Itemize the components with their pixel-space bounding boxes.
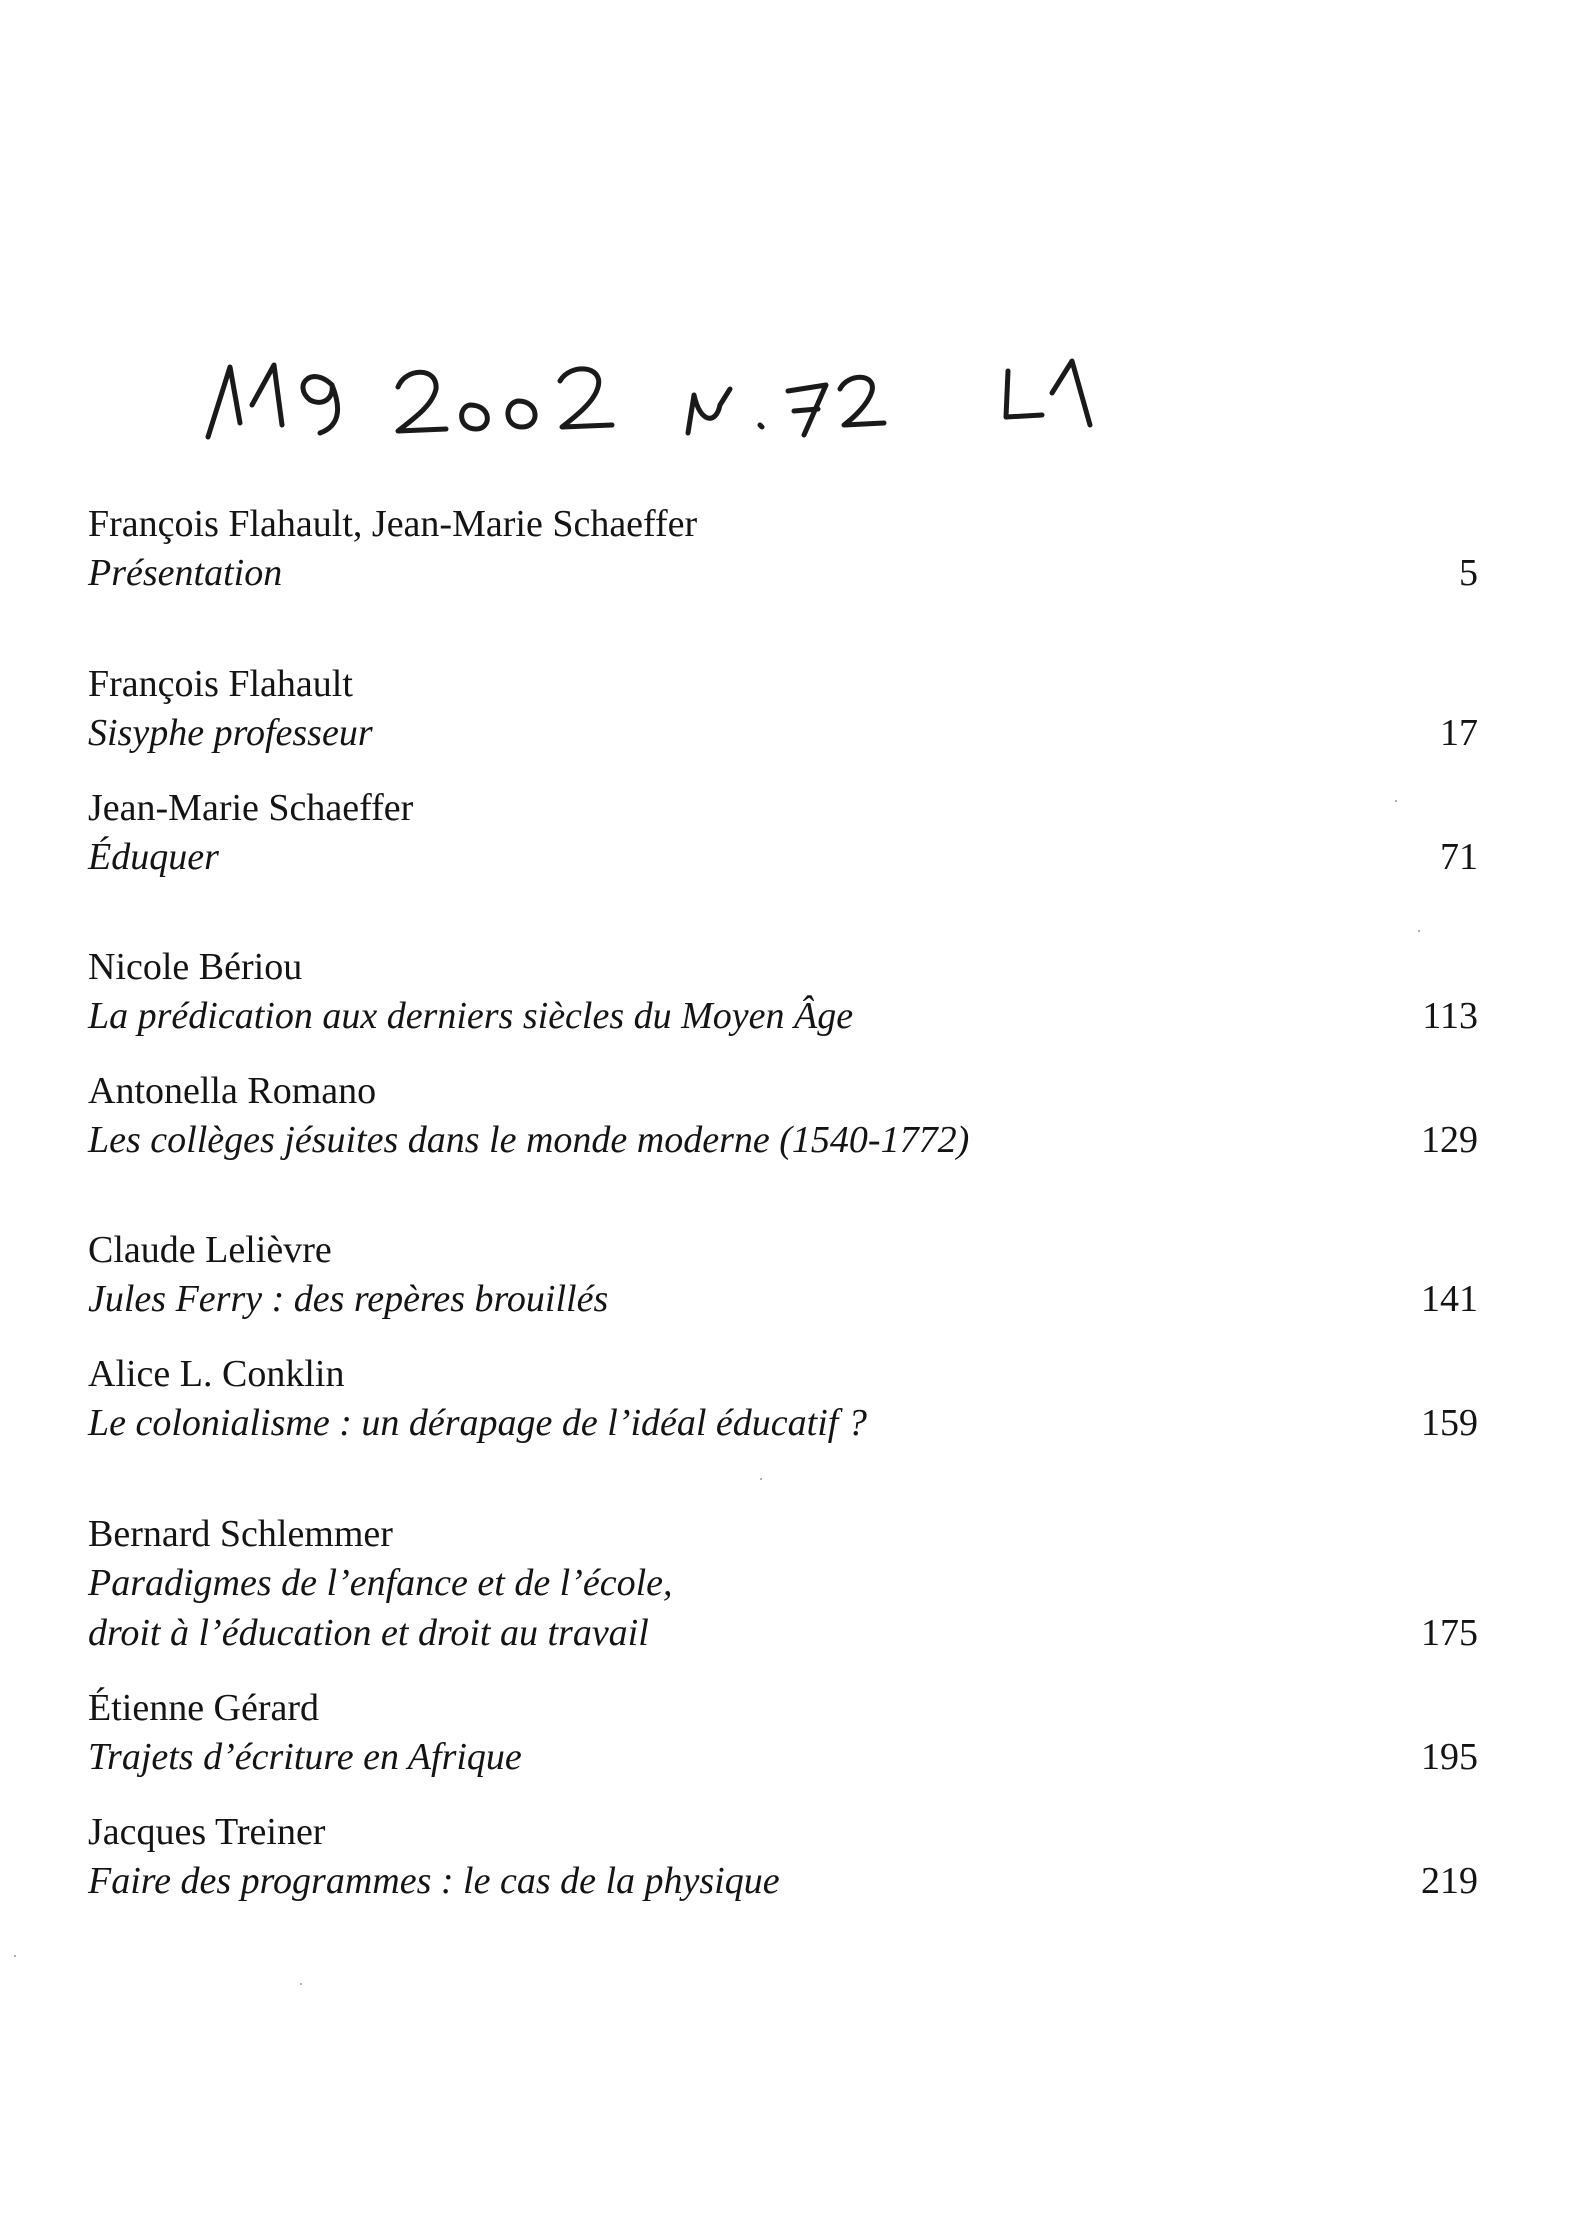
toc-entry — [88, 1067, 1488, 1165]
entry-page-number: 175 — [1421, 1612, 1478, 1654]
entry-page-number: 195 — [1421, 1736, 1478, 1778]
entry-title-part-2: droit à l’éducation et droit au travail — [88, 1612, 649, 1654]
entry-title: Le colonialisme : un dérapage de l’idéal éducatif ? — [88, 1402, 867, 1444]
toc-entry — [88, 660, 1488, 758]
scan-speck — [1418, 930, 1420, 932]
entry-page-number: 159 — [1421, 1402, 1478, 1444]
handwritten-note-drawing — [200, 345, 1180, 455]
toc-entry — [88, 1226, 1488, 1324]
entry-author: François Flahault, Jean-Marie Schaeffer — [88, 503, 698, 545]
entry-page-number: 5 — [1459, 552, 1478, 594]
toc-entry — [88, 1684, 1488, 1782]
entry-author: Jean-Marie Schaeffer — [88, 787, 414, 829]
entry-title-line — [88, 1558, 1488, 1608]
entry-title: La prédication aux derniers siècles du Moyen Âge — [88, 995, 854, 1037]
entry-title-line — [88, 1274, 1488, 1324]
toc-entry — [88, 1350, 1488, 1448]
entry-title-part-1: Paradigmes de l’enfance et de l’école, — [88, 1562, 673, 1604]
entry-page-number: 71 — [1440, 836, 1478, 878]
entry-page-number: 141 — [1421, 1278, 1478, 1320]
entry-author: Antonella Romano — [88, 1070, 377, 1112]
entry-author: Bernard Schlemmer — [88, 1513, 393, 1555]
entry-title-line — [88, 1856, 1488, 1906]
entry-title-line — [88, 548, 1488, 598]
entry-page-number: 113 — [1422, 995, 1478, 1037]
scan-speck — [1395, 800, 1397, 802]
entry-page-number: 129 — [1421, 1119, 1478, 1161]
entry-title: Sisyphe professeur — [88, 712, 373, 754]
scan-speck — [300, 1983, 302, 1985]
entry-author: Alice L. Conklin — [88, 1353, 345, 1395]
toc-entry — [88, 1808, 1488, 1906]
entry-title: Présentation — [88, 552, 283, 594]
entry-title: Trajets d’écriture en Afrique — [88, 1736, 522, 1778]
scan-speck — [14, 1955, 16, 1957]
entry-title: Éduquer — [88, 836, 219, 878]
entry-title: Faire des programmes : le cas de la physique — [88, 1860, 780, 1902]
entry-title-line — [88, 708, 1488, 758]
handwritten-annotation — [200, 345, 1180, 455]
scan-speck — [760, 1478, 762, 1480]
toc-entry — [88, 784, 1488, 882]
toc-entry — [88, 500, 1488, 598]
entry-title-line — [88, 1732, 1488, 1782]
entry-author: Étienne Gérard — [88, 1687, 320, 1729]
entry-title-line — [88, 832, 1488, 882]
entry-title-line — [88, 1115, 1488, 1165]
entry-author: François Flahault — [88, 663, 353, 705]
entry-title-line — [88, 991, 1488, 1041]
toc-entry — [88, 1510, 1488, 1658]
entry-author: Jacques Treiner — [88, 1811, 326, 1853]
entry-title: Jules Ferry : des repères brouillés — [88, 1278, 609, 1320]
entry-title-line — [88, 1608, 1488, 1658]
entry-title: Les collèges jésuites dans le monde moderne (1540-1772) — [88, 1119, 970, 1161]
entry-page-number: 17 — [1440, 712, 1478, 754]
entry-title-line — [88, 1398, 1488, 1448]
entry-page-number: 219 — [1421, 1860, 1478, 1902]
entry-author: Nicole Bériou — [88, 946, 303, 988]
entry-author: Claude Lelièvre — [88, 1229, 332, 1271]
toc-entry — [88, 943, 1488, 1041]
